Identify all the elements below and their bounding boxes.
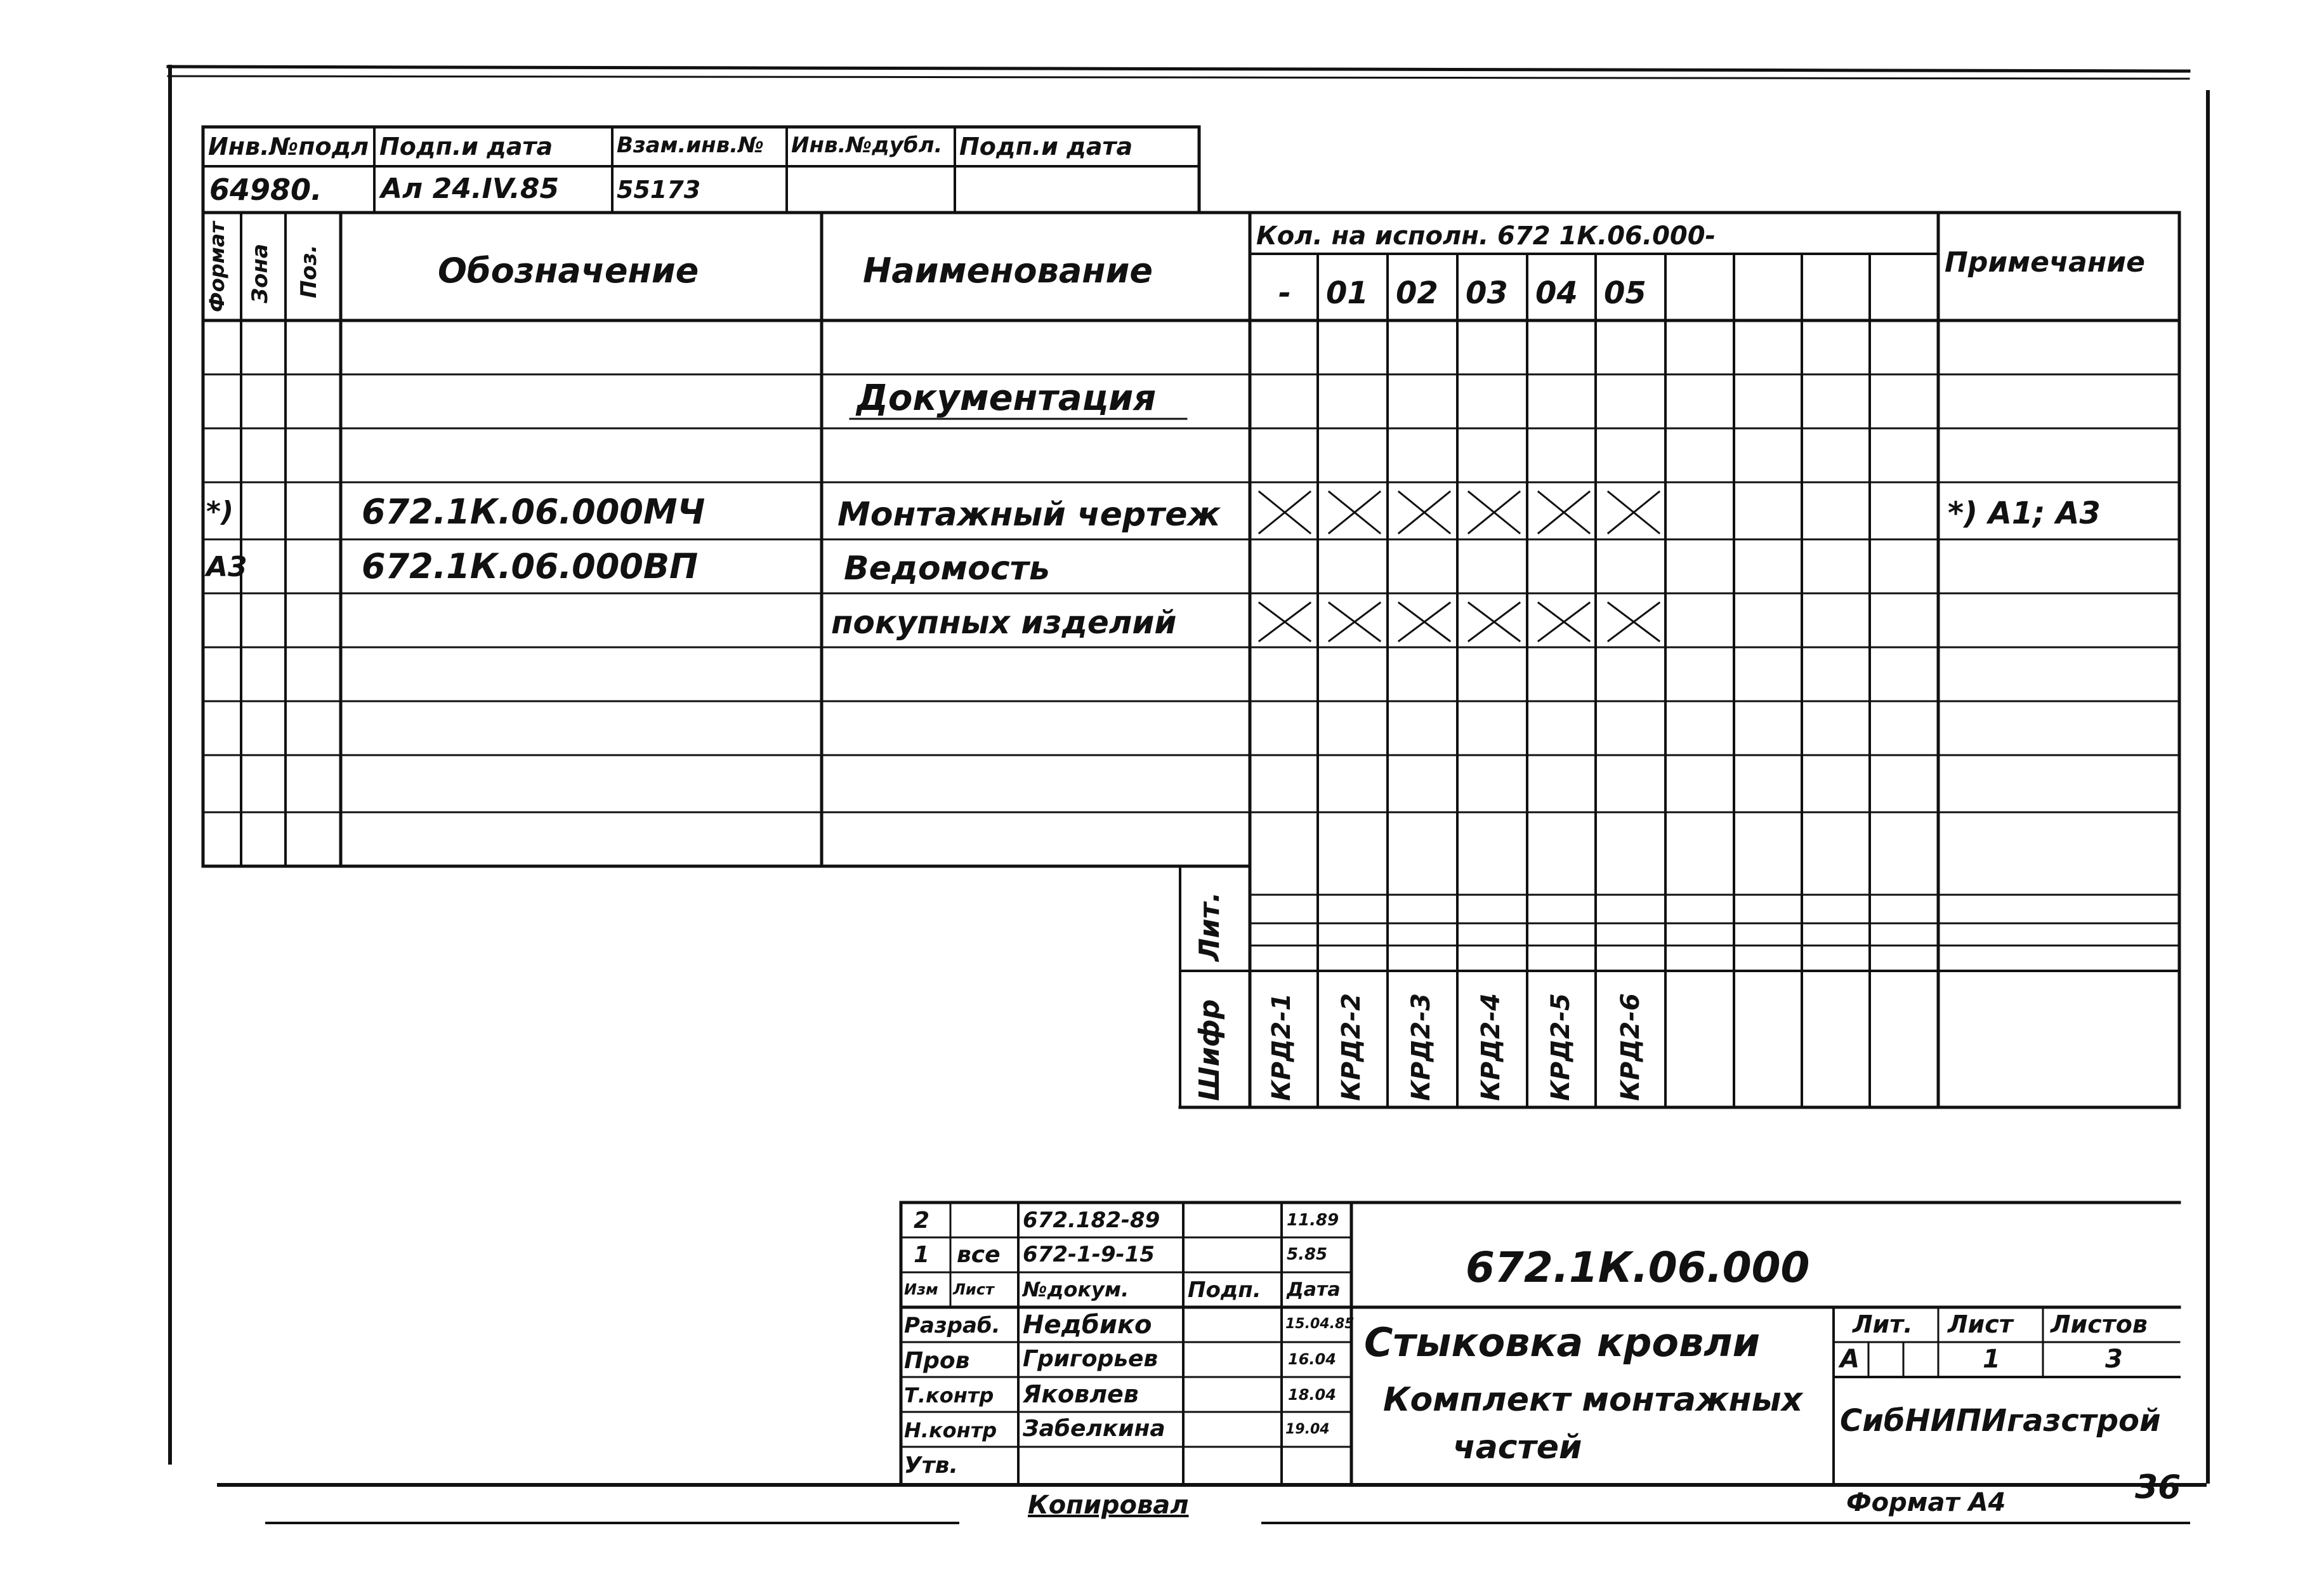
qty-header-label: Кол. на исполн. 672 1К.06.000- (1256, 221, 1716, 251)
table-row-2-name: Ведомость (844, 550, 1050, 588)
rev-header-sheet: Лист (953, 1281, 994, 1298)
sheets-label: Листов (2051, 1310, 2148, 1338)
table-row-2-designation: 672.1К.06.000ВП (362, 546, 699, 586)
name-checker: Григорьев (1023, 1346, 1159, 1372)
copied-by-label: Копировал (1028, 1491, 1189, 1520)
cipher-value-6: КРД2-6 (1616, 993, 1645, 1101)
rev-header-sign: Подп. (1188, 1277, 1261, 1303)
document-title-line-1: Стыковка кровли (1364, 1319, 1761, 1366)
table-row-1-name: Монтажный чертеж (837, 496, 1221, 534)
qty-col-03: 03 (1466, 275, 1508, 311)
role-checker: Пров (904, 1348, 970, 1374)
organization-name: СибНИПИгазстрой (1840, 1403, 2161, 1439)
col-format-label: Формат (205, 221, 229, 312)
stamp-sign-date-value: Ал 24.IV.85 (381, 173, 560, 205)
date-norm-control: 19.04 (1285, 1421, 1330, 1437)
role-norm-control: Н.контр (904, 1418, 997, 1442)
stamp-header-sign-date-2: Подп.и дата (959, 133, 1133, 161)
date-developer: 15.04.85 (1285, 1316, 1355, 1332)
stamp-vzam-inv-value: 55173 (617, 176, 701, 204)
rev-2-sheets: все (957, 1242, 1001, 1268)
sheets-value: 3 (2105, 1345, 2123, 1374)
page-number: 36 (2135, 1468, 2181, 1506)
rev-2-change: 1 (914, 1242, 930, 1268)
section-title: Документация (857, 378, 1157, 419)
cipher-label: Шифр (1193, 999, 1226, 1101)
cipher-value-2: КРД2-2 (1337, 993, 1366, 1101)
table-row-3-name: покупных изделий (831, 604, 1177, 641)
col-name-label: Наименование (863, 251, 1153, 291)
cipher-value-4: КРД2-4 (1476, 993, 1506, 1101)
name-tech-control: Яковлев (1023, 1380, 1139, 1408)
cipher-value-3: КРД2-3 (1407, 993, 1436, 1101)
stamp-header-vzam-inv: Взам.инв.№ (617, 133, 764, 158)
table-row-1-designation: 672.1К.06.000МЧ (362, 492, 706, 532)
rev-header-date: Дата (1287, 1279, 1341, 1301)
rev-1-date: 11.89 (1287, 1211, 1339, 1230)
name-developer: Недбико (1023, 1310, 1152, 1340)
col-zone-label: Зона (247, 244, 273, 303)
stamp-header-inv-dubl: Инв.№дубл. (791, 133, 943, 158)
lit-label: Лит. (1853, 1310, 1913, 1338)
stamp-header-sign-date: Подп.и дата (379, 133, 553, 161)
lit-value: А (1840, 1345, 1860, 1374)
stamp-header-inv-podl: Инв.№подл (208, 133, 369, 161)
name-norm-control: Забелкина (1023, 1416, 1165, 1442)
qty-col-base: - (1278, 275, 1291, 311)
document-number: 672.1К.06.000 (1466, 1243, 1810, 1292)
qty-col-04: 04 (1535, 275, 1578, 311)
cipher-value-1: КРД2-1 (1267, 993, 1296, 1101)
qty-col-05: 05 (1604, 275, 1646, 311)
rev-1-change: 2 (914, 1208, 930, 1234)
role-developer: Разраб. (904, 1313, 1001, 1338)
table-row-1-note: *) А1; А3 (1948, 496, 2101, 531)
date-tech-control: 18.04 (1288, 1386, 1336, 1404)
qty-col-01: 01 (1326, 275, 1369, 311)
sheet-value: 1 (1983, 1345, 2000, 1374)
date-checker: 16.04 (1288, 1350, 1336, 1368)
role-tech-control: Т.контр (904, 1383, 994, 1407)
stamp-inv-podl-value: 64980. (209, 173, 322, 207)
rev-header-doc: №докум. (1023, 1277, 1129, 1302)
rev-2-doc: 672-1-9-15 (1023, 1242, 1155, 1267)
rev-2-date: 5.85 (1287, 1245, 1328, 1264)
col-pos-label: Поз. (296, 244, 322, 298)
cipher-value-5: КРД2-5 (1546, 993, 1575, 1101)
document-title-line-2: Комплект монтажных (1383, 1381, 1803, 1419)
rev-1-doc: 672.182-89 (1023, 1208, 1160, 1233)
table-row-1-format: *) (206, 496, 234, 528)
format-label: Формат А4 (1846, 1488, 2006, 1517)
qty-col-02: 02 (1396, 275, 1438, 311)
document-title-line-3: частей (1453, 1428, 1582, 1466)
col-note-label: Примечание (1945, 246, 2145, 279)
rev-header-change: Изм (904, 1281, 938, 1298)
col-designation-label: Обозначение (438, 251, 699, 291)
table-row-2-format: А3 (206, 551, 247, 583)
role-approved: Утв. (904, 1453, 959, 1479)
sheet-label: Лист (1948, 1310, 2013, 1338)
cipher-lit-label: Лит. (1193, 892, 1226, 961)
